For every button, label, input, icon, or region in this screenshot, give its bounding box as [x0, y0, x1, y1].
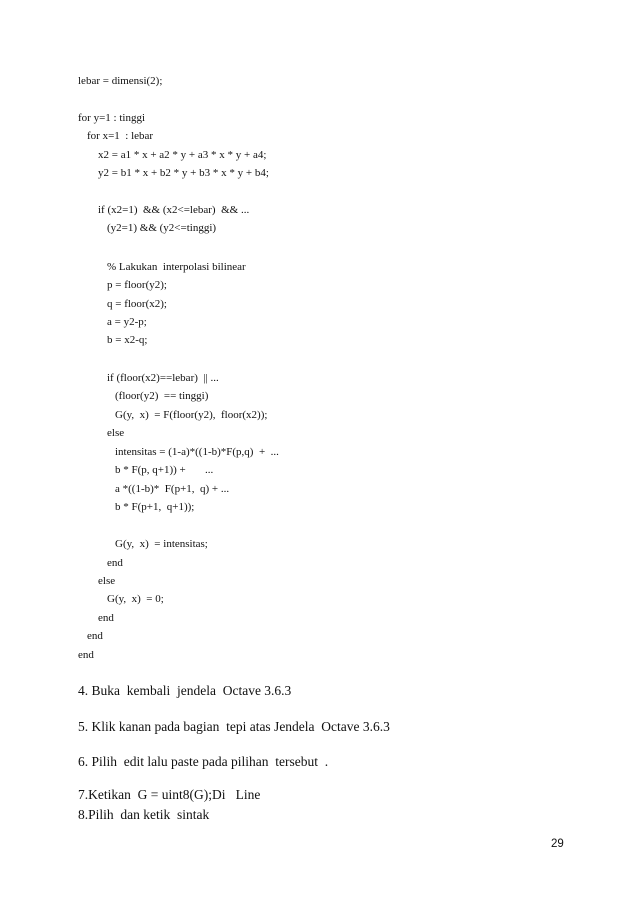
code-line: p = floor(y2); [107, 279, 167, 291]
step-4: 4. Buka kembali jendela Octave 3.6.3 [78, 683, 292, 698]
code-line: intensitas = (1-a)*((1-b)*F(p,q) + ... [115, 446, 279, 458]
code-line: end [78, 649, 94, 661]
step-8: 8.Pilih dan ketik sintak [78, 807, 210, 822]
code-line: b = x2-q; [107, 334, 148, 346]
code-line: b * F(p, q+1)) + ... [115, 464, 214, 476]
code-line: for y=1 : tinggi [78, 112, 146, 124]
code-line: G(y, x) = 0; [107, 593, 164, 605]
code-line: q = floor(x2); [107, 298, 167, 310]
code-line: else [107, 427, 125, 439]
code-line: end [107, 557, 123, 569]
step-6: 6. Pilih edit lalu paste pada pilihan tersebut . [78, 754, 329, 769]
code-line: a = y2-p; [107, 316, 147, 328]
code-line: end [87, 630, 103, 642]
page-number: 29 [551, 838, 564, 850]
code-line: x2 = a1 * x + a2 * y + a3 * x * y + a4; [98, 149, 267, 161]
code-line: if (x2=1) && (x2<=lebar) && ... [98, 204, 250, 216]
code-line: % Lakukan interpolasi bilinear [107, 261, 246, 273]
code-line: for x=1 : lebar [87, 130, 154, 142]
code-line: (floor(y2) == tinggi) [115, 390, 209, 402]
code-line: a *((1-b)* F(p+1, q) + ... [115, 483, 230, 495]
code-line: G(y, x) = F(floor(y2), floor(x2)); [115, 409, 268, 421]
code-line: (y2=1) && (y2<=tinggi) [107, 222, 217, 234]
step-5: 5. Klik kanan pada bagian tepi atas Jendela Octave 3.6.3 [78, 719, 390, 734]
code-line: b * F(p+1, q+1)); [115, 501, 195, 513]
code-line: else [98, 575, 116, 587]
code-line: G(y, x) = intensitas; [115, 538, 208, 550]
code-line: end [98, 612, 114, 624]
code-line: if (floor(x2)==lebar) || ... [107, 372, 219, 384]
code-line: lebar = dimensi(2); [78, 75, 163, 87]
step-7: 7.Ketikan G = uint8(G);Di Line [78, 787, 261, 802]
code-line: y2 = b1 * x + b2 * y + b3 * x * y + b4; [98, 167, 269, 179]
